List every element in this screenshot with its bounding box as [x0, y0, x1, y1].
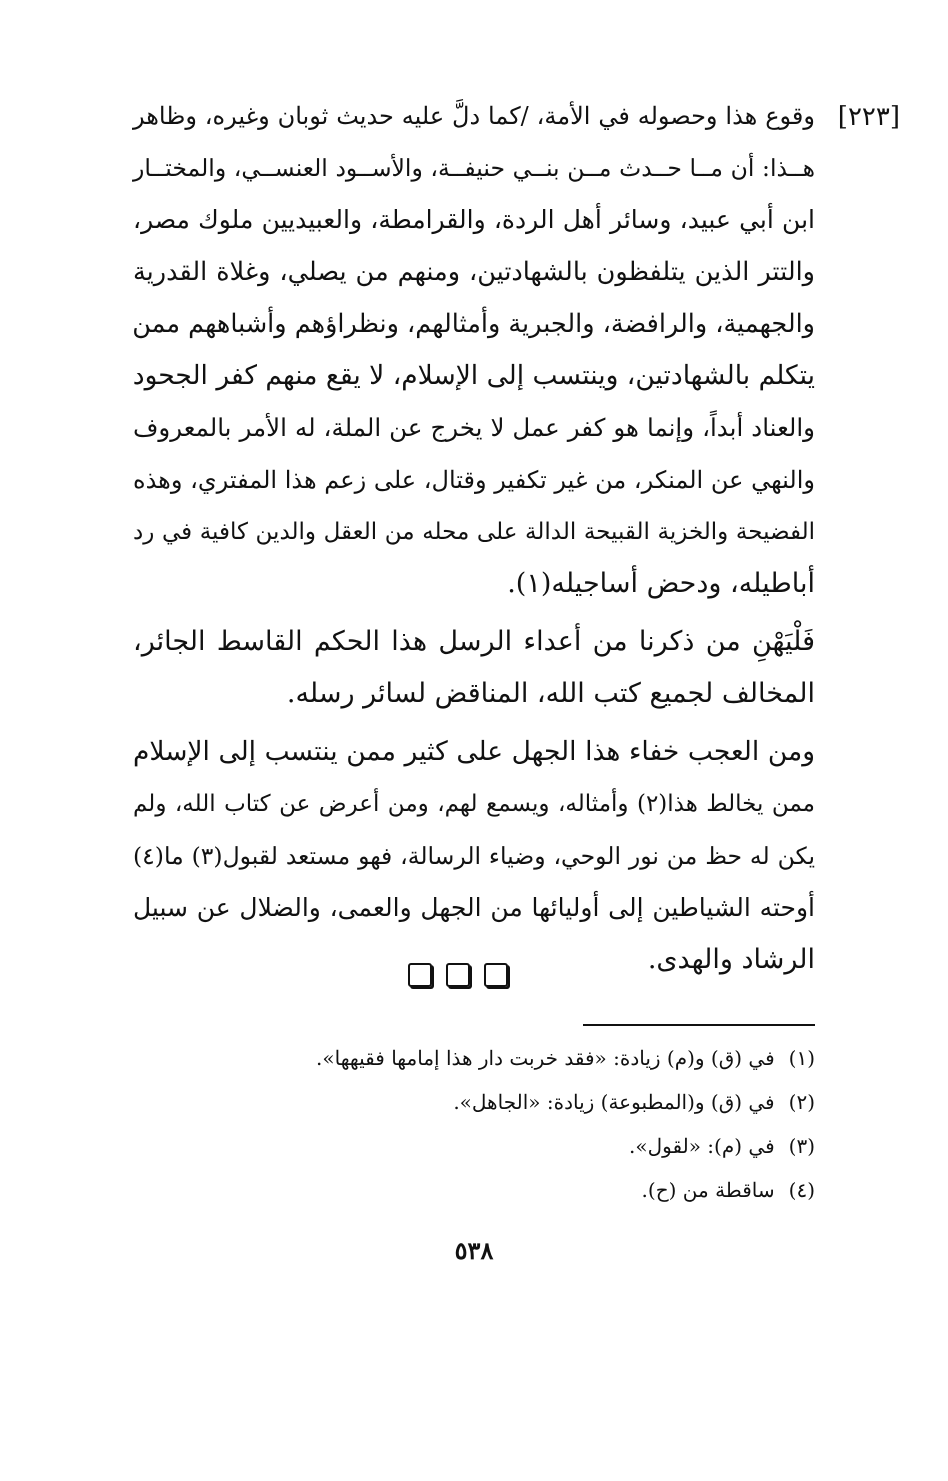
main-text	[133, 90, 815, 986]
footnote-item	[133, 1036, 815, 1080]
footnote-number: (١)	[788, 1046, 815, 1070]
text-line: الرشاد والهدى.	[647, 944, 815, 975]
footnote-item	[133, 1168, 815, 1212]
paragraph-1	[133, 90, 815, 610]
text-line: يكن له حظ من نور الوحي، وضياء الرسالة، فهو مستعد لقبول(٣) ما(٤)	[133, 842, 815, 870]
square-ornament-icon	[408, 963, 432, 987]
text-line: ابن أبي عبيد، وسائر أهل الردة، والقرامطة، والعبيديين ملوك مصر،	[133, 205, 815, 234]
paragraph-2	[133, 616, 815, 720]
square-ornament-icon	[446, 963, 470, 987]
footnote-text: في (ق) و(المطبوعة) زيادة: «الجاهل».	[453, 1090, 775, 1114]
text-line: يتكلم بالشهادتين، وينتسب إلى الإسلام، لا يقع منهم كفر الجحود	[132, 360, 815, 391]
footnote-divider	[583, 1024, 815, 1026]
footnote-number: (٢)	[788, 1090, 815, 1114]
text-line: والتتر الذين يتلفظون بالشهادتين، ومنهم من يصلي، وغلاة القدرية	[133, 257, 815, 287]
text-line: المخالف لجميع كتب الله، المناقض لسائر رسله.	[286, 678, 815, 709]
margin-page-reference: [٢٢٣]	[837, 102, 900, 132]
footnotes	[133, 1036, 815, 1212]
text-line: وقوع هذا وحصوله في الأمة، /كما دلَّ عليه حديث ثوبان وغيره، وظاهر	[133, 102, 815, 130]
footnote-item	[133, 1080, 815, 1124]
text-line: فَلْيَهْنِ من ذكرنا من أعداء الرسل هذا الحكم القاسط الجائر،	[133, 626, 815, 657]
text-line: هــذا: أن مــا حــدث مــن بنــي حنيفــة، والأســود العنســي، والمختــار	[133, 154, 815, 182]
footnote-number: (٤)	[788, 1178, 815, 1202]
page-number: ٥٣٨	[454, 1236, 494, 1265]
footnote-number: (٣)	[788, 1134, 815, 1158]
text-line: الفضيحة والخزية القبيحة الدالة على محله من العقل والدين كافية في رد	[133, 519, 815, 545]
paragraph-3	[133, 726, 815, 986]
text-line: والعناد أبداً، وإنما هو كفر عمل لا يخرج عن الملة، له الأمر بالمعروف	[133, 413, 815, 442]
text-line: والجهمية، والرافضة، والجبرية وأمثالهم، ونظراؤهم وأشباههم ممن	[132, 309, 815, 339]
footnote-item	[133, 1124, 815, 1168]
footnote-text: في (م): «لقول».	[629, 1134, 775, 1158]
text-line: أوحته الشياطين إلى أوليائها من الجهل والعمى، والضلال عن سبيل	[133, 893, 815, 922]
text-line: أباطيله، ودحض أساجيله(١).	[507, 568, 815, 599]
text-line: ممن يخالط هذا(٢) وأمثاله، ويسمع لهم، ومن أعرض عن كتاب الله، ولم	[133, 791, 815, 817]
text-line: ومن العجب خفاء هذا الجهل على كثير ممن ينتسب إلى الإسلام	[133, 736, 815, 767]
section-separator	[408, 960, 508, 990]
footnote-text: ساقطة من (ح).	[641, 1178, 775, 1202]
text-line: والنهي عن المنكر، من غير تكفير وقتال، على زعم هذا المفتري، وهذه	[133, 466, 815, 494]
square-ornament-icon	[484, 963, 508, 987]
footnote-text: في (ق) و(م) زيادة: «فقد خربت دار هذا إمامها فقيهها».	[316, 1046, 775, 1070]
